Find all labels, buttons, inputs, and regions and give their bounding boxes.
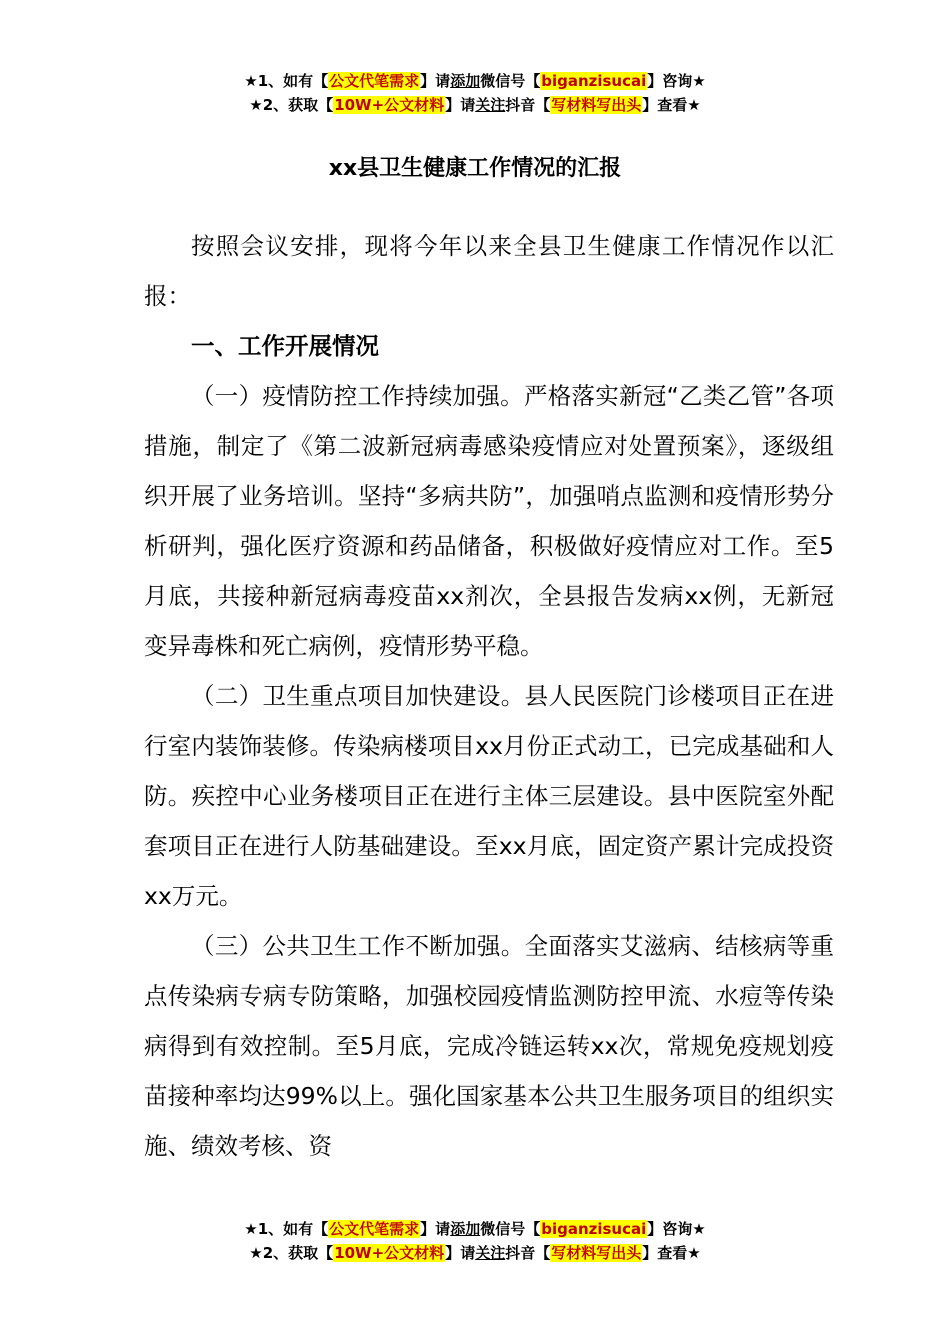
promo-text: 】请 xyxy=(445,96,476,114)
section-heading: 一、工作开展情况 xyxy=(191,332,379,360)
promo-text: 抖音【 xyxy=(505,96,551,114)
promo-line-1 xyxy=(0,69,950,93)
promo-underline: 添加 xyxy=(450,72,481,90)
paragraph-epidemic-control: （一）疫情防控工作持续加强。严格落实新冠“乙类乙管”各项措施，制定了《第二波新冠病毒感染疫情应对处置预案》，逐级组织开展了业务培训。坚持“多病共防”，加强哨点监测和疫情形势分析研判，强化医疗资源和药品储备，积极做好疫情应对工作。至5月底，共接种新冠病毒疫苗xx剂次，全县报告发病xx例，无新冠变异毒株和死亡病例，疫情形势平稳。 xyxy=(144,382,834,660)
promo-highlight: biganzisucai xyxy=(541,72,647,90)
promo-text: 】请 xyxy=(420,72,451,90)
promo-highlight: 公文代笔需求 xyxy=(329,1220,420,1238)
promo-underline: 添加 xyxy=(450,1220,481,1238)
promo-highlight: 写材料写出头 xyxy=(551,1244,642,1262)
promo-line-2 xyxy=(0,93,950,117)
promo-text: 】请 xyxy=(420,1220,451,1238)
document-title: xx县卫生健康工作情况的汇报 xyxy=(328,156,622,181)
promo-text: 】查看★ xyxy=(642,1244,701,1262)
promo-text: ★2、获取【 xyxy=(249,96,334,114)
promo-highlight: 10W+公文材料 xyxy=(334,96,445,114)
promo-text: ★1、如有【 xyxy=(244,1220,329,1238)
promo-highlight: 写材料写出头 xyxy=(551,96,642,114)
promo-line-2 xyxy=(0,1241,950,1265)
promo-highlight: 公文代笔需求 xyxy=(329,72,420,90)
promo-text: 微信号【 xyxy=(480,1220,541,1238)
promo-text: ★2、获取【 xyxy=(249,1244,334,1262)
promo-text: ★1、如有【 xyxy=(244,72,329,90)
promo-line-1 xyxy=(0,1217,950,1241)
promo-text: 】查看★ xyxy=(642,96,701,114)
promo-highlight: biganzisucai xyxy=(541,1220,647,1238)
promo-text: 抖音【 xyxy=(505,1244,551,1262)
promo-banner-bottom xyxy=(0,1217,950,1265)
document-body xyxy=(144,221,834,1171)
promo-underline: 关注 xyxy=(475,1244,506,1262)
promo-text: 】请 xyxy=(445,1244,476,1262)
paragraph-public-health: （三）公共卫生工作不断加强。全面落实艾滋病、结核病等重点传染病专病专防策略，加强校园疫情监测防控甲流、水痘等传染病得到有效控制。至5月底，完成冷链运转xx次，常规免疫规划疫苗接种率均达99%以上。强化国家基本公共卫生服务项目的组织实施、绩效考核、资 xyxy=(144,932,834,1160)
paragraph-key-projects: （二）卫生重点项目加快建设。县人民医院门诊楼项目正在进行室内装饰装修。传染病楼项目xx月份正式动工，已完成基础和人防。疾控中心业务楼项目正在进行主体三层建设。县中医院室外配套项目正在进行人防基础建设。至xx月底，固定资产累计完成投资xx万元。 xyxy=(144,682,834,910)
promo-highlight: 10W+公文材料 xyxy=(334,1244,445,1262)
promo-underline: 关注 xyxy=(475,96,506,114)
promo-banner-top xyxy=(0,69,950,117)
intro-paragraph: 按照会议安排，现将今年以来全县卫生健康工作情况作以汇报： xyxy=(144,232,834,310)
promo-text: 微信号【 xyxy=(480,72,541,90)
promo-text: 】咨询★ xyxy=(647,72,706,90)
promo-text: 】咨询★ xyxy=(647,1220,706,1238)
